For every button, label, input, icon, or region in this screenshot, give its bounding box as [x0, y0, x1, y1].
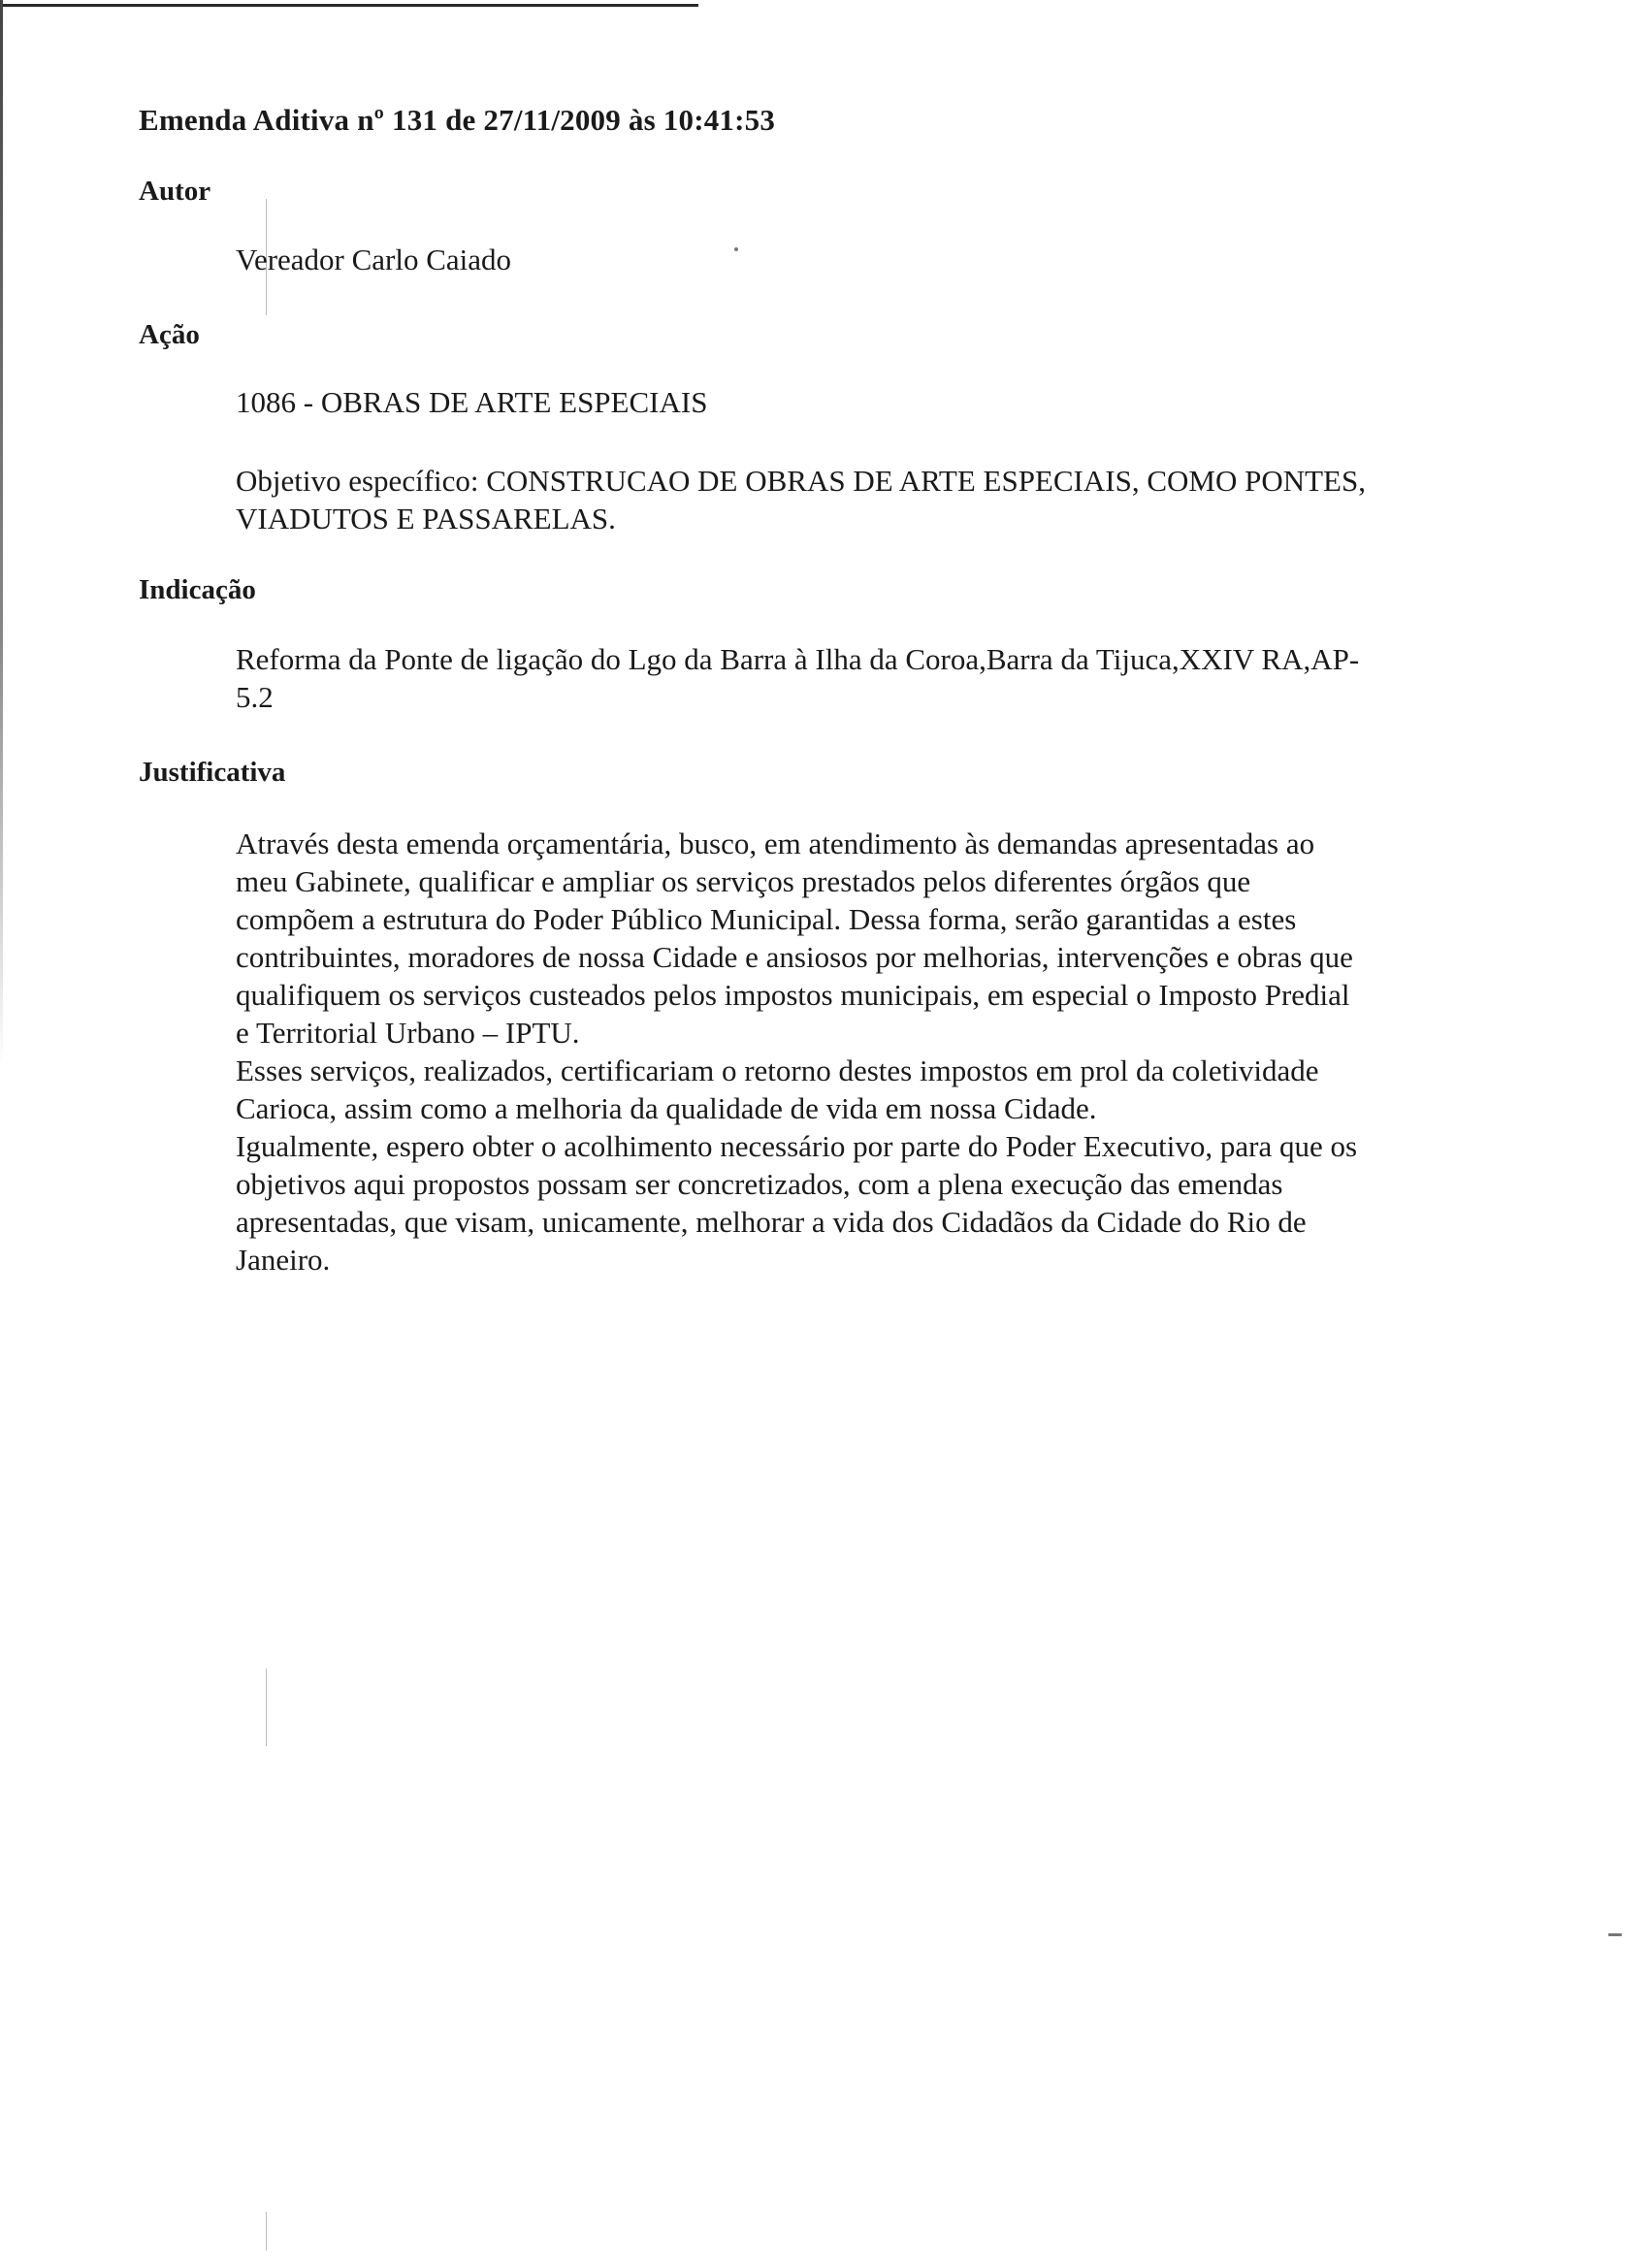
fold-line: [266, 2212, 267, 2251]
indicacao-text: [236, 640, 1516, 716]
indicacao-line: 5.2: [236, 680, 274, 714]
justificativa-line: Carioca, assim como a melhoria da qualidade de vida em nossa Cidade.: [236, 1091, 1097, 1125]
justificativa-line: Janeiro.: [236, 1243, 331, 1277]
justificativa-line: e Territorial Urbano – IPTU.: [236, 1016, 580, 1050]
scan-border-line: [0, 4, 698, 7]
justificativa-label: Justificativa: [139, 757, 286, 788]
justificativa-line: apresentadas, que visam, unicamente, melhorar a vida dos Cidadãos da Cidade do Rio de: [236, 1205, 1307, 1239]
justificativa-line: Igualmente, espero obter o acolhimento necessário por parte do Poder Executivo, para que os: [236, 1129, 1358, 1163]
justificativa-line: qualifiquem os serviços custeados pelos impostos municipais, em especial o Imposto Predial: [236, 978, 1350, 1012]
document-title: Emenda Aditiva nº 131 de 27/11/2009 às 10:41:53: [139, 103, 776, 137]
acao-objective: [236, 462, 1516, 537]
justificativa-text: [236, 825, 1516, 1279]
justificativa-line: meu Gabinete, qualificar e ampliar os serviços prestados pelos diferentes órgãos que: [236, 864, 1251, 898]
objective-line: VIADUTOS E PASSARELAS.: [236, 502, 616, 535]
justificativa-line: Esses serviços, realizados, certificariam o retorno destes impostos em prol da coletividade: [236, 1053, 1319, 1087]
justificativa-line: contribuintes, moradores de nossa Cidade e ansiosos por melhorias, intervenções e obras que: [236, 940, 1353, 974]
acao-code-name: 1086 - OBRAS DE ARTE ESPECIAIS: [236, 385, 708, 419]
indicacao-line: Reforma da Ponte de ligação do Lgo da Barra à Ilha da Coroa,Barra da Tijuca,XXIV RA,AP-: [236, 642, 1360, 676]
autor-label: Autor: [139, 176, 211, 207]
acao-label: Ação: [139, 319, 200, 350]
justificativa-line: objetivos aqui propostos possam ser concretizados, com a plena execução das emendas: [236, 1167, 1283, 1201]
scan-speck: [734, 247, 738, 251]
autor-value: Vereador Carlo Caiado: [236, 243, 512, 276]
justificativa-line: compõem a estrutura do Poder Público Municipal. Dessa forma, serão garantidas a estes: [236, 902, 1297, 936]
scan-left-edge: [0, 0, 3, 1067]
scan-speck: [1608, 1933, 1622, 1936]
fold-line: [266, 1669, 267, 1746]
indicacao-label: Indicação: [139, 574, 256, 605]
objective-line: Objetivo específico: CONSTRUCAO DE OBRAS DE ARTE ESPECIAIS, COMO PONTES,: [236, 464, 1366, 498]
justificativa-line: Através desta emenda orçamentária, busco, em atendimento às demandas apresentadas ao: [236, 826, 1315, 860]
